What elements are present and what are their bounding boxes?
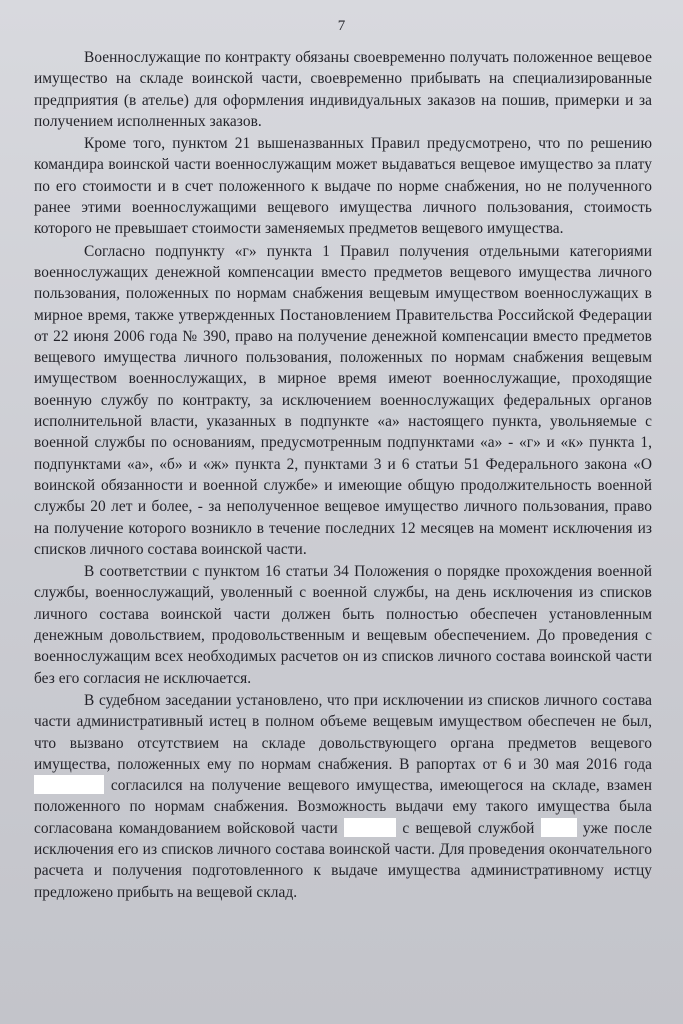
paragraph: Кроме того, пунктом 21 вышеназванных Правил предусмотрено, что по решению командира воинской части военнослужащим может выдаваться вещевое имущество за плату по его стоимости и в счет положенного к выдаче по норме снабжения, но не полученного ранее этими военнослужащими вещевого имущества личного пользования, стоимость которого не превышает стоимости заменяемых предметов вещевого имущества. <box>34 135 652 238</box>
document-body <box>34 47 652 904</box>
paragraph-text: согласился на получение вещевого имущества, имеющегося на складе, взамен положенного по нормам снабжения. Возможность выдачи ему такого имущества была согласована командованием войсковой части <box>34 777 652 837</box>
paragraph: Согласно подпункту «г» пункта 1 Правил получения отдельными категориями военнослужащих денежной компенсации вместо предметов вещевого имущества личного пользования, положенных по нормам снабжения вещевым имуществом военнослужащих в мирное время, также утвержденных Постановлением Правительства Российской Федерации от 22 июня 2006 года № 390, право на получение денежной компенсации вместо предметов вещевого имущества личного пользования, положенных по нормам снабжения вещевым имуществом военнослужащих, в мирное время имеют военнослужащие, проходящие военную службу по контракту, за исключением военнослужащих федеральных органов исполнительной власти, указанных в подпункте «а» настоящего пункта, увольняемые с военной службы по основаниям, предусмотренным подпунктами «а» - «г» и «к» пункта 1, подпунктами «а», «б» и «ж» пункта 2, пунктами 3 и 6 статьи 51 Федерального закона «О воинской обязанности и военной службе» и имеющие общую продолжительность военной службы 20 лет и более, - за неполученное вещевое имущество личного пользования, право на получение которого возникло в течение последних 12 месяцев на момент исключения из списков личного состава воинской части. <box>34 242 652 558</box>
redaction-box <box>541 818 577 837</box>
paragraph: Военнослужащие по контракту обязаны своевременно получать положенное вещевое имущество на складе воинской части, своевременно прибывать на специализированные предприятия (в ателье) для оформления индивидуальных заказов на пошив, примерки и за получением исполненных заказов. <box>34 49 652 130</box>
paragraph-text: В судебном заседании установлено, что при исключении из списков личного состава части административный истец в полном объеме вещевым имуществом обеспечен не был, что вызвано отсутствием на складе довольствующего органа предметов вещевого имущества, положенных ему по нормам снабжения. В рапортах от 6 и 30 мая 2016 года <box>34 691 652 773</box>
paragraph-text: с вещевой службой <box>402 819 535 837</box>
paragraph-text: уже после исключения его из списков личного состава воинской части. Для проведения окончательного расчета и получения подготовленного к выдаче имущества административному истцу предложено прибыть на вещевой склад. <box>34 819 652 901</box>
paragraph: В соответствии с пунктом 16 статьи 34 Положения о порядке прохождения военной службы, военнослужащий, уволенный с военной службы, на день исключения из списков личного состава воинской части должен быть полностью обеспечен установленным денежным довольствием, продовольственным и вещевым обеспечением. До проведения с военнослужащим всех необходимых расчетов он из списков личного состава воинской части без его согласия не исключается. <box>34 563 652 687</box>
redaction-box <box>34 775 104 794</box>
redaction-box <box>344 818 396 837</box>
paragraph <box>34 690 652 903</box>
page-number: 7 <box>337 18 346 34</box>
